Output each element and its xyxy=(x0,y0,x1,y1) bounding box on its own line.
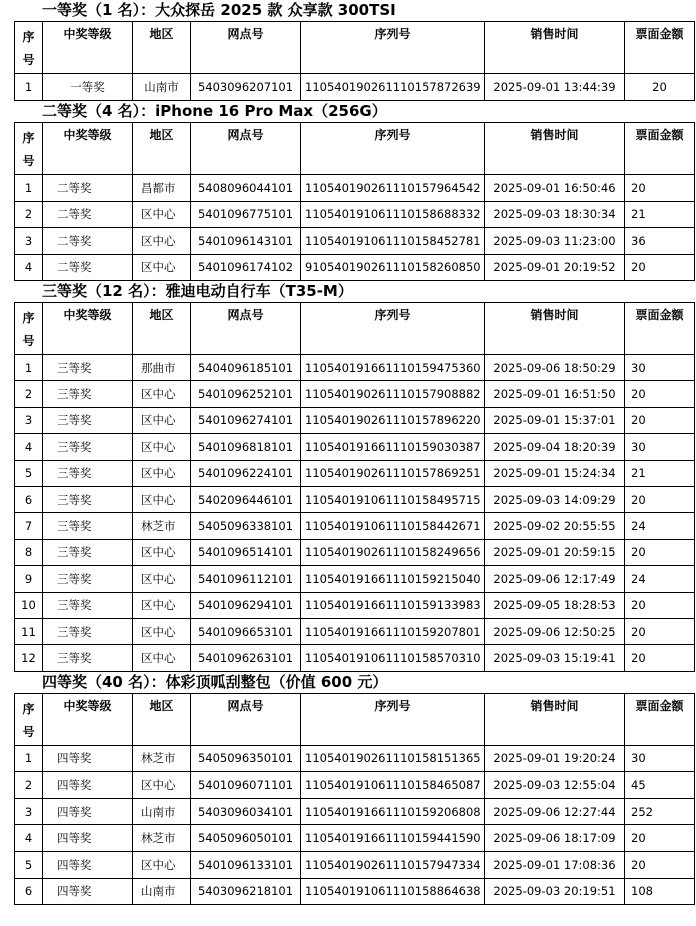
col-outlet-cell: 5401096514101 xyxy=(191,539,301,565)
col-serial-cell: 110540190261110157908882 xyxy=(301,381,485,407)
col-level-cell: 四等奖 xyxy=(43,825,133,852)
col-region-cell: 林芝市 xyxy=(133,513,191,539)
col-region-cell: 山南市 xyxy=(133,74,191,101)
col-serial-cell: 110540190261110157872639 xyxy=(301,74,485,101)
col-amount-cell: 30 xyxy=(625,745,695,772)
col-serial-cell: 110540191061110158465087 xyxy=(301,772,485,799)
col-level-cell: 二等奖 xyxy=(43,175,133,202)
col-amount-cell: 20 xyxy=(625,407,695,433)
col-serial-cell: 110540191061110158570310 xyxy=(301,645,485,671)
header-col-outlet xyxy=(191,123,301,175)
col-amount-cell: 20 xyxy=(625,381,695,407)
col-seq-cell: 11 xyxy=(15,618,43,644)
col-region-cell: 区中心 xyxy=(133,592,191,618)
table-row xyxy=(15,645,695,671)
table-header-row xyxy=(15,303,695,355)
col-seq-cell: 3 xyxy=(15,228,43,255)
header-label: 序列号 xyxy=(374,27,411,41)
table-header-row xyxy=(15,693,695,745)
col-serial-cell: 110540190261110158249656 xyxy=(301,539,485,565)
col-level-cell: 四等奖 xyxy=(43,745,133,772)
col-region-cell: 区中心 xyxy=(133,228,191,255)
col-level-cell: 一等奖 xyxy=(43,74,133,101)
col-region-cell: 区中心 xyxy=(133,539,191,565)
header-col-amount xyxy=(625,22,695,74)
col-time-cell: 2025-09-04 18:20:39 xyxy=(485,434,625,460)
prize-table xyxy=(14,302,695,672)
col-level-cell: 二等奖 xyxy=(43,228,133,255)
col-serial-cell: 110540190261110157896220 xyxy=(301,407,485,433)
table-row xyxy=(15,566,695,592)
col-level-cell: 四等奖 xyxy=(43,798,133,825)
col-amount-cell: 21 xyxy=(625,460,695,486)
col-seq-cell: 2 xyxy=(15,381,43,407)
header-col-time xyxy=(485,303,625,355)
table-row xyxy=(15,460,695,486)
col-time-cell: 2025-09-01 20:19:52 xyxy=(485,254,625,281)
header-col-level xyxy=(43,123,133,175)
table-row xyxy=(15,798,695,825)
header-label: 网点号 xyxy=(227,698,264,713)
col-seq-cell: 2 xyxy=(15,201,43,228)
header-col-region xyxy=(133,123,191,175)
col-outlet-cell: 5403096207101 xyxy=(191,74,301,101)
col-amount-cell: 20 xyxy=(625,852,695,879)
header-col-serial xyxy=(301,22,485,74)
header-col-serial xyxy=(301,693,485,745)
header-col-seq: 序号 xyxy=(15,693,43,745)
header-col-time xyxy=(485,123,625,175)
header-label: 中奖等级 xyxy=(63,698,112,713)
col-serial-cell: 110540190261110158151365 xyxy=(301,745,485,772)
table-header-row xyxy=(15,22,695,74)
col-amount-cell: 24 xyxy=(625,566,695,592)
col-level-cell: 三等奖 xyxy=(43,566,133,592)
header-label: 票面金额 xyxy=(635,308,684,322)
col-amount-cell: 24 xyxy=(625,513,695,539)
col-outlet-cell: 5401096133101 xyxy=(191,852,301,879)
col-outlet-cell: 5401096294101 xyxy=(191,592,301,618)
header-col-serial xyxy=(301,303,485,355)
col-seq-cell: 1 xyxy=(15,74,43,101)
col-amount-cell: 252 xyxy=(625,798,695,825)
col-region-cell: 区中心 xyxy=(133,460,191,486)
col-seq-cell: 8 xyxy=(15,539,43,565)
header-label: 票面金额 xyxy=(635,27,684,41)
col-region-cell: 区中心 xyxy=(133,407,191,433)
header-col-outlet xyxy=(191,693,301,745)
header-label: 网点号 xyxy=(227,27,264,41)
col-outlet-cell: 5405096338101 xyxy=(191,513,301,539)
header-col-level xyxy=(43,303,133,355)
prize-table xyxy=(14,21,695,101)
col-seq-cell: 3 xyxy=(15,407,43,433)
col-level-cell: 三等奖 xyxy=(43,645,133,671)
col-time-cell: 2025-09-03 11:23:00 xyxy=(485,228,625,255)
header-col-seq: 序号 xyxy=(15,22,43,74)
col-amount-cell: 45 xyxy=(625,772,695,799)
table-row xyxy=(15,254,695,281)
col-seq-cell: 6 xyxy=(15,486,43,512)
col-level-cell: 三等奖 xyxy=(43,513,133,539)
header-label: 地区 xyxy=(149,698,174,713)
header-label: 票面金额 xyxy=(635,128,684,142)
col-amount-cell: 20 xyxy=(625,539,695,565)
col-region-cell: 区中心 xyxy=(133,254,191,281)
col-level-cell: 二等奖 xyxy=(43,254,133,281)
col-seq-cell: 12 xyxy=(15,645,43,671)
col-outlet-cell: 5408096044101 xyxy=(191,175,301,202)
col-outlet-cell: 5401096252101 xyxy=(191,381,301,407)
col-outlet-cell: 5401096112101 xyxy=(191,566,301,592)
col-amount-cell: 20 xyxy=(625,825,695,852)
col-time-cell: 2025-09-01 16:50:46 xyxy=(485,175,625,202)
col-seq-cell: 4 xyxy=(15,825,43,852)
col-region-cell: 区中心 xyxy=(133,618,191,644)
col-time-cell: 2025-09-06 18:50:29 xyxy=(485,355,625,381)
col-time-cell: 2025-09-01 19:20:24 xyxy=(485,745,625,772)
col-outlet-cell: 5401096143101 xyxy=(191,228,301,255)
col-time-cell: 2025-09-03 18:30:34 xyxy=(485,201,625,228)
header-col-amount xyxy=(625,303,695,355)
col-amount-cell: 20 xyxy=(625,74,695,101)
col-level-cell: 三等奖 xyxy=(43,592,133,618)
col-time-cell: 2025-09-03 12:55:04 xyxy=(485,772,625,799)
col-serial-cell: 110540191661110159206808 xyxy=(301,798,485,825)
col-seq-cell: 10 xyxy=(15,592,43,618)
header-label: 序列号 xyxy=(374,698,411,713)
table-row xyxy=(15,434,695,460)
table-row xyxy=(15,201,695,228)
header-label: 地区 xyxy=(149,27,174,41)
table-row xyxy=(15,486,695,512)
col-amount-cell: 20 xyxy=(625,486,695,512)
col-region-cell: 区中心 xyxy=(133,201,191,228)
col-seq-cell: 5 xyxy=(15,852,43,879)
col-serial-cell: 110540190261110157964542 xyxy=(301,175,485,202)
table-row xyxy=(15,592,695,618)
col-seq-cell: 9 xyxy=(15,566,43,592)
header-label: 中奖等级 xyxy=(63,128,112,142)
col-time-cell: 2025-09-02 20:55:55 xyxy=(485,513,625,539)
col-time-cell: 2025-09-01 15:37:01 xyxy=(485,407,625,433)
col-time-cell: 2025-09-06 18:17:09 xyxy=(485,825,625,852)
col-time-cell: 2025-09-01 20:59:15 xyxy=(485,539,625,565)
col-outlet-cell: 5402096446101 xyxy=(191,486,301,512)
header-col-seq: 序号 xyxy=(15,303,43,355)
col-amount-cell: 20 xyxy=(625,618,695,644)
col-region-cell: 区中心 xyxy=(133,566,191,592)
header-col-outlet xyxy=(191,303,301,355)
header-col-amount xyxy=(625,123,695,175)
col-serial-cell: 110540191661110159133983 xyxy=(301,592,485,618)
col-seq-cell: 4 xyxy=(15,434,43,460)
col-level-cell: 三等奖 xyxy=(43,486,133,512)
header-label: 地区 xyxy=(149,308,174,322)
col-time-cell: 2025-09-06 12:50:25 xyxy=(485,618,625,644)
col-amount-cell: 20 xyxy=(625,175,695,202)
col-level-cell: 四等奖 xyxy=(43,772,133,799)
prize-table xyxy=(14,122,695,281)
header-label: 销售时间 xyxy=(530,128,579,142)
col-seq-cell: 1 xyxy=(15,745,43,772)
header-label: 地区 xyxy=(149,128,174,142)
header-label: 网点号 xyxy=(227,128,264,142)
header-label: 票面金额 xyxy=(635,698,684,713)
col-serial-cell: 110540191061110158688332 xyxy=(301,201,485,228)
col-outlet-cell: 5403096034101 xyxy=(191,798,301,825)
col-outlet-cell: 5401096818101 xyxy=(191,434,301,460)
col-seq-cell: 1 xyxy=(15,175,43,202)
table-row xyxy=(15,175,695,202)
header-label: 销售时间 xyxy=(530,698,579,713)
col-serial-cell: 910540190261110158260850 xyxy=(301,254,485,281)
table-row xyxy=(15,825,695,852)
col-seq-cell: 7 xyxy=(15,513,43,539)
col-outlet-cell: 5401096174102 xyxy=(191,254,301,281)
table-row xyxy=(15,74,695,101)
col-serial-cell: 110540191061110158442671 xyxy=(301,513,485,539)
col-region-cell: 区中心 xyxy=(133,852,191,879)
col-serial-cell: 110540191661110159215040 xyxy=(301,566,485,592)
header-label: 销售时间 xyxy=(530,27,579,41)
table-row xyxy=(15,539,695,565)
col-serial-cell: 110540190261110157947334 xyxy=(301,852,485,879)
col-amount-cell: 20 xyxy=(625,592,695,618)
col-serial-cell: 110540191061110158864638 xyxy=(301,878,485,905)
col-time-cell: 2025-09-06 12:17:49 xyxy=(485,566,625,592)
col-time-cell: 2025-09-05 18:28:53 xyxy=(485,592,625,618)
col-outlet-cell: 5401096071101 xyxy=(191,772,301,799)
col-outlet-cell: 5403096218101 xyxy=(191,878,301,905)
table-row xyxy=(15,878,695,905)
header-label: 销售时间 xyxy=(530,308,579,322)
table-row xyxy=(15,228,695,255)
col-serial-cell: 110540191661110159475360 xyxy=(301,355,485,381)
col-amount-cell: 108 xyxy=(625,878,695,905)
col-serial-cell: 110540191061110158452781 xyxy=(301,228,485,255)
col-serial-cell: 110540191061110158495715 xyxy=(301,486,485,512)
header-label: 序列号 xyxy=(374,308,411,322)
header-col-region xyxy=(133,693,191,745)
header-label: 中奖等级 xyxy=(63,27,112,41)
col-time-cell: 2025-09-03 15:19:41 xyxy=(485,645,625,671)
header-col-time xyxy=(485,22,625,74)
col-seq-cell: 1 xyxy=(15,355,43,381)
col-seq-cell: 5 xyxy=(15,460,43,486)
col-level-cell: 三等奖 xyxy=(43,381,133,407)
table-row xyxy=(15,745,695,772)
col-region-cell: 区中心 xyxy=(133,772,191,799)
table-row xyxy=(15,355,695,381)
col-level-cell: 三等奖 xyxy=(43,460,133,486)
col-time-cell: 2025-09-01 13:44:39 xyxy=(485,74,625,101)
col-region-cell: 区中心 xyxy=(133,381,191,407)
col-level-cell: 四等奖 xyxy=(43,878,133,905)
header-col-region xyxy=(133,303,191,355)
header-col-seq: 序号 xyxy=(15,123,43,175)
col-level-cell: 三等奖 xyxy=(43,355,133,381)
table-row xyxy=(15,618,695,644)
header-col-time xyxy=(485,693,625,745)
col-seq-cell: 4 xyxy=(15,254,43,281)
table-row xyxy=(15,852,695,879)
header-col-serial xyxy=(301,123,485,175)
col-region-cell: 区中心 xyxy=(133,434,191,460)
table-row xyxy=(15,513,695,539)
col-level-cell: 三等奖 xyxy=(43,407,133,433)
col-seq-cell: 2 xyxy=(15,772,43,799)
col-outlet-cell: 5404096185101 xyxy=(191,355,301,381)
col-time-cell: 2025-09-01 15:24:34 xyxy=(485,460,625,486)
header-col-outlet xyxy=(191,22,301,74)
header-label: 网点号 xyxy=(227,308,264,322)
col-outlet-cell: 5405096350101 xyxy=(191,745,301,772)
table-row xyxy=(15,772,695,799)
prize-table xyxy=(14,693,695,906)
col-amount-cell: 20 xyxy=(625,645,695,671)
col-time-cell: 2025-09-03 14:09:29 xyxy=(485,486,625,512)
col-serial-cell: 110540191661110159030387 xyxy=(301,434,485,460)
col-region-cell: 区中心 xyxy=(133,486,191,512)
col-region-cell: 林芝市 xyxy=(133,825,191,852)
section-title: 三等奖（12 名）：雅迪电动自行车（T35-M） xyxy=(42,282,353,300)
col-level-cell: 四等奖 xyxy=(43,852,133,879)
col-region-cell: 区中心 xyxy=(133,645,191,671)
header-col-level xyxy=(43,693,133,745)
header-label: 序列号 xyxy=(374,128,411,142)
col-outlet-cell: 5401096775101 xyxy=(191,201,301,228)
col-time-cell: 2025-09-01 17:08:36 xyxy=(485,852,625,879)
table-header-row xyxy=(15,123,695,175)
col-amount-cell: 20 xyxy=(625,254,695,281)
col-amount-cell: 30 xyxy=(625,434,695,460)
col-seq-cell: 6 xyxy=(15,878,43,905)
col-time-cell: 2025-09-01 16:51:50 xyxy=(485,381,625,407)
col-serial-cell: 110540191661110159207801 xyxy=(301,618,485,644)
col-seq-cell: 3 xyxy=(15,798,43,825)
col-region-cell: 林芝市 xyxy=(133,745,191,772)
section-title: 一等奖（1 名）：大众探岳 2025 款 众享款 300TSI xyxy=(42,1,396,19)
col-region-cell: 山南市 xyxy=(133,798,191,825)
col-amount-cell: 36 xyxy=(625,228,695,255)
col-region-cell: 山南市 xyxy=(133,878,191,905)
col-serial-cell: 110540191661110159441590 xyxy=(301,825,485,852)
col-amount-cell: 21 xyxy=(625,201,695,228)
col-outlet-cell: 5405096050101 xyxy=(191,825,301,852)
col-amount-cell: 30 xyxy=(625,355,695,381)
col-level-cell: 二等奖 xyxy=(43,201,133,228)
col-region-cell: 那曲市 xyxy=(133,355,191,381)
col-time-cell: 2025-09-03 20:19:51 xyxy=(485,878,625,905)
col-level-cell: 三等奖 xyxy=(43,434,133,460)
table-row xyxy=(15,407,695,433)
col-outlet-cell: 5401096263101 xyxy=(191,645,301,671)
col-serial-cell: 110540190261110157869251 xyxy=(301,460,485,486)
col-outlet-cell: 5401096274101 xyxy=(191,407,301,433)
header-col-amount xyxy=(625,693,695,745)
section-title: 四等奖（40 名）：体彩顶呱刮整包（价值 600 元） xyxy=(42,672,388,691)
header-col-region xyxy=(133,22,191,74)
table-row xyxy=(15,381,695,407)
col-level-cell: 三等奖 xyxy=(43,539,133,565)
header-label: 中奖等级 xyxy=(63,308,112,322)
col-region-cell: 昌都市 xyxy=(133,175,191,202)
section-title: 二等奖（4 名）：iPhone 16 Pro Max（256G） xyxy=(42,102,387,120)
col-time-cell: 2025-09-06 12:27:44 xyxy=(485,798,625,825)
col-level-cell: 三等奖 xyxy=(43,618,133,644)
header-col-level xyxy=(43,22,133,74)
col-outlet-cell: 5401096224101 xyxy=(191,460,301,486)
col-outlet-cell: 5401096653101 xyxy=(191,618,301,644)
